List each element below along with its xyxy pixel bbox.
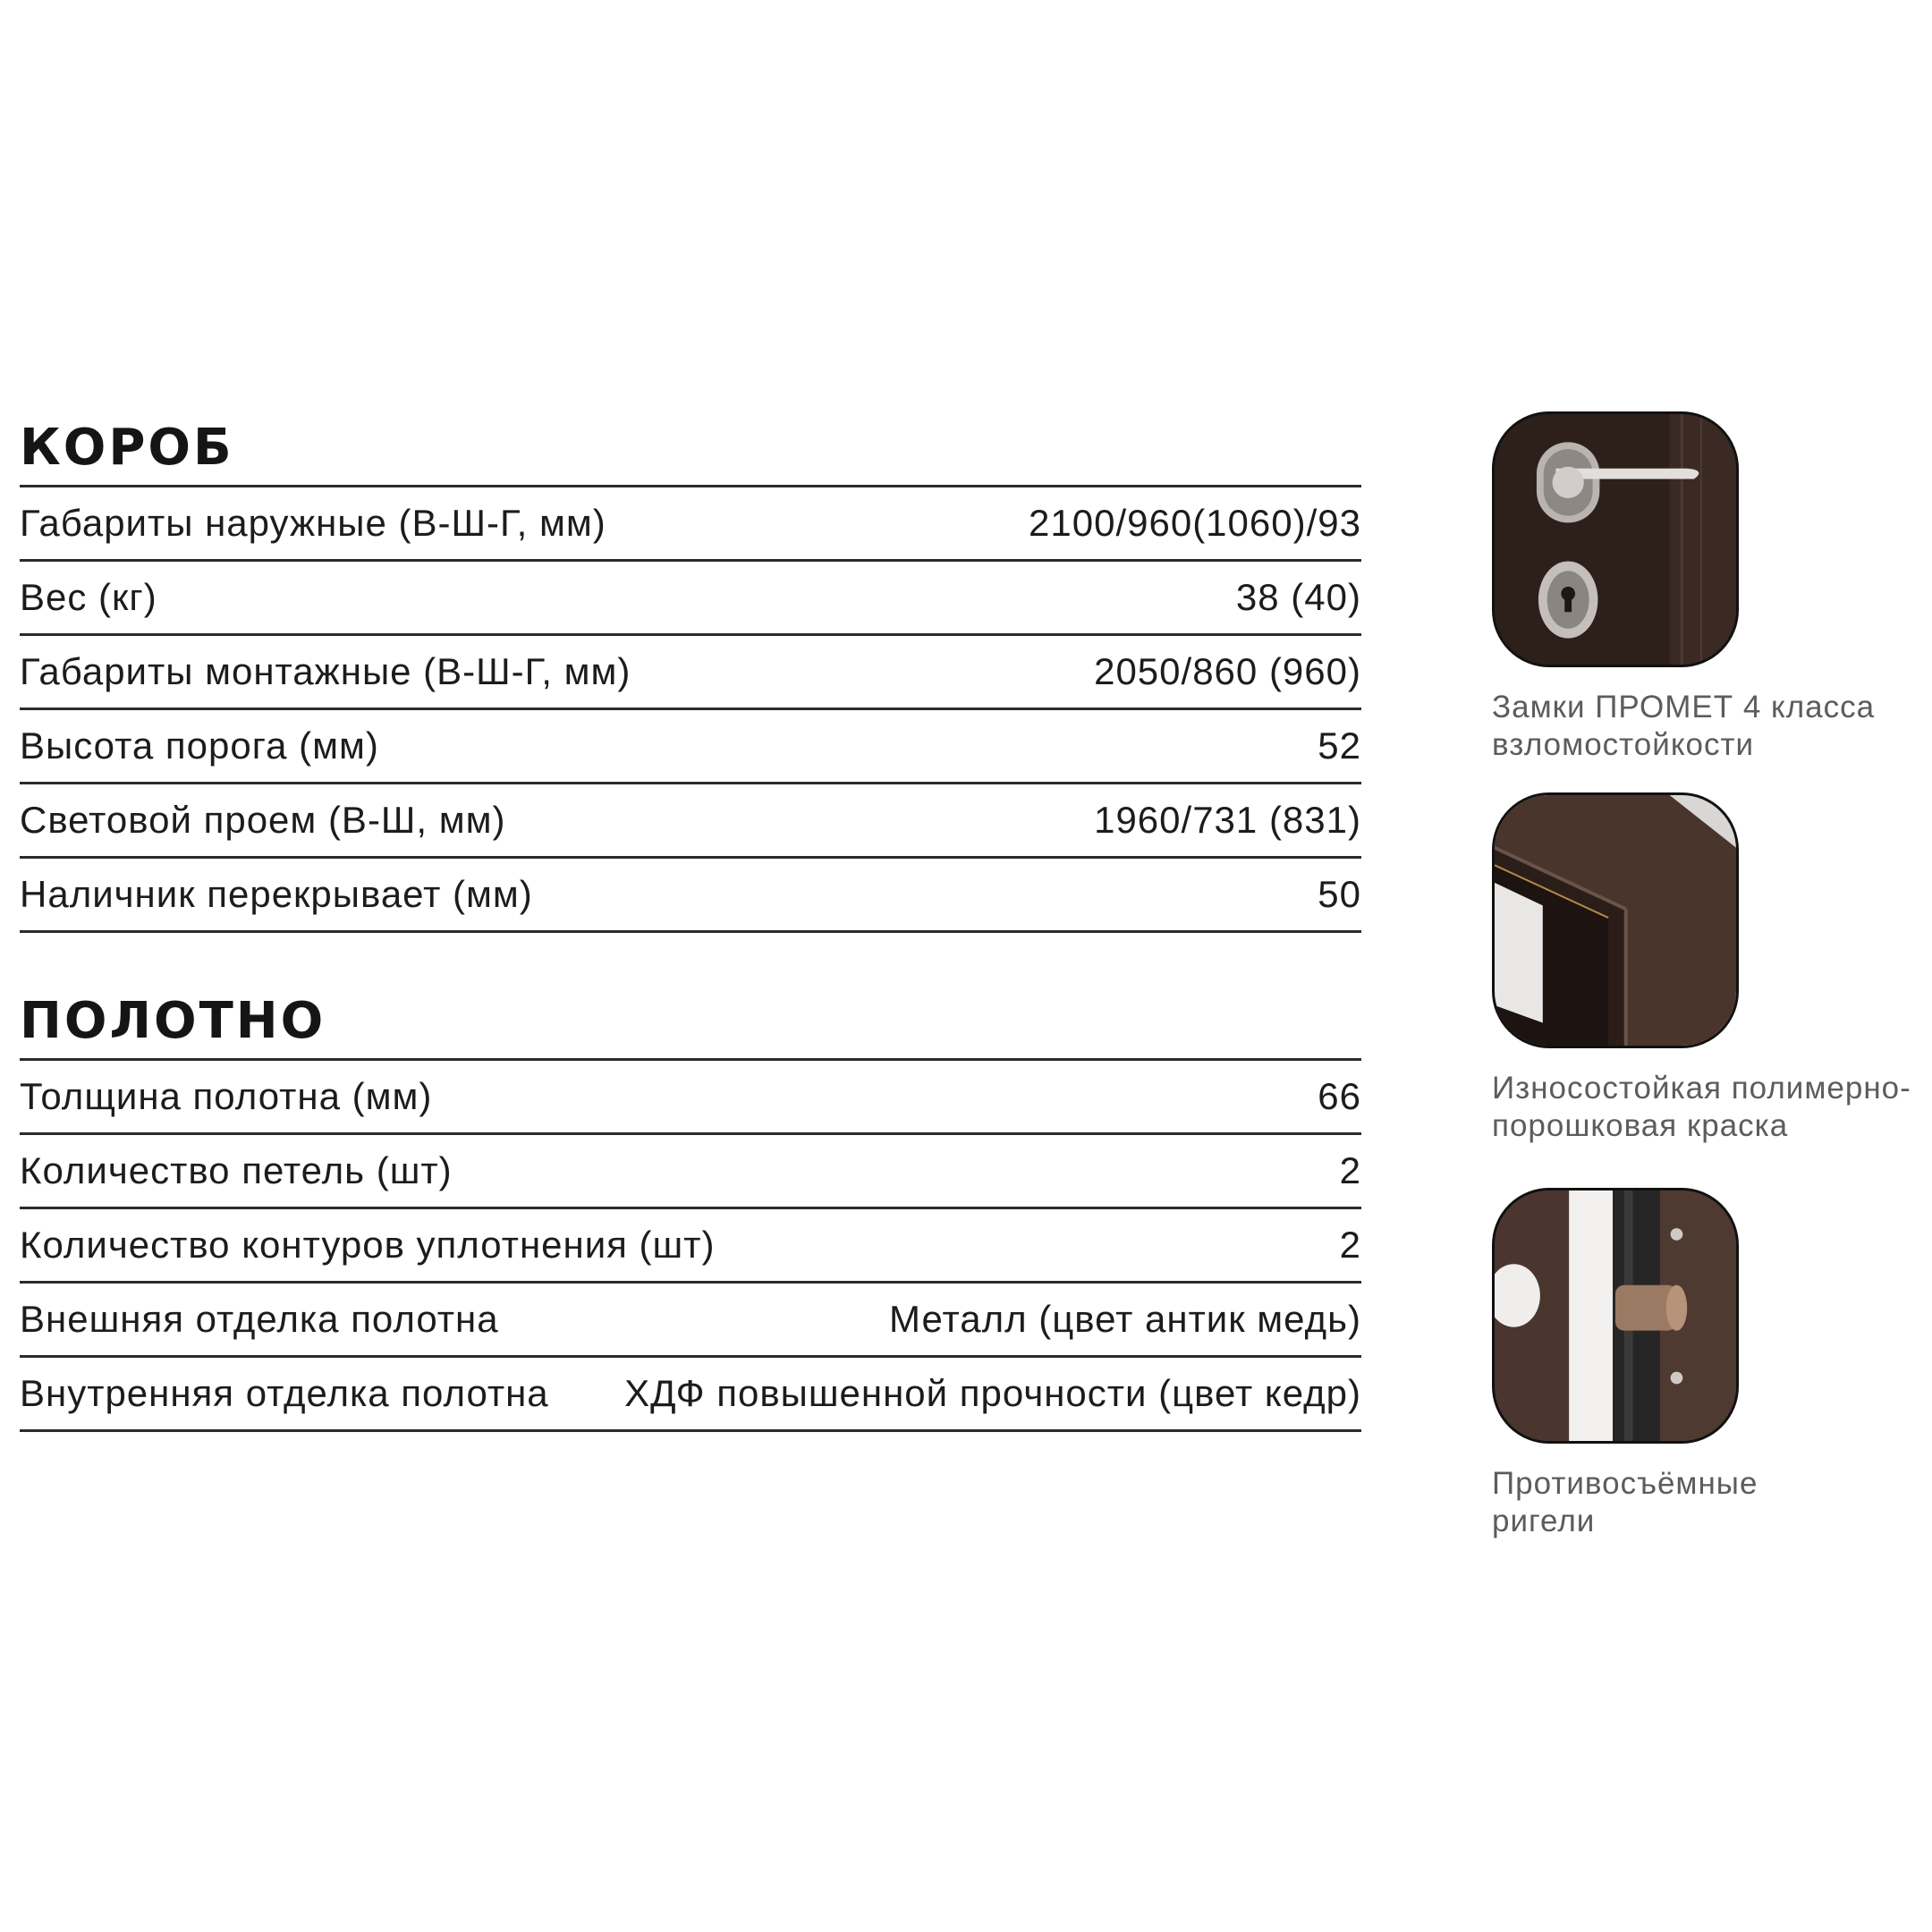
row-value: 2	[1339, 1224, 1361, 1266]
table-row	[20, 710, 1361, 784]
row-label: Внешняя отделка полотна	[20, 1298, 499, 1340]
caption-line: порошковая краска	[1492, 1108, 1789, 1143]
table-row	[20, 1061, 1361, 1135]
row-value: 66	[1318, 1075, 1361, 1117]
row-value: Металл (цвет антик медь)	[889, 1298, 1361, 1340]
table-row	[20, 859, 1361, 933]
row-value: 50	[1318, 873, 1361, 915]
row-label: Световой проем (В-Ш, мм)	[20, 799, 506, 841]
row-value: 52	[1318, 724, 1361, 767]
row-label: Габариты монтажные (В-Ш-Г, мм)	[20, 650, 631, 692]
korob-title: КОРОБ	[20, 419, 234, 477]
row-label: Количество контуров уплотнения (шт)	[20, 1224, 716, 1266]
table-row	[20, 784, 1361, 859]
row-label: Толщина полотна (мм)	[20, 1075, 433, 1117]
row-value: 38 (40)	[1235, 576, 1361, 618]
table-row	[20, 636, 1361, 710]
row-label: Высота порога (мм)	[20, 724, 379, 767]
table-row	[20, 1358, 1361, 1432]
feature-caption	[1492, 1465, 1932, 1540]
feature-bolts	[1492, 1188, 1932, 1540]
row-value: 1960/731 (831)	[1094, 799, 1361, 841]
feature-caption	[1492, 689, 1932, 764]
door-edge-paint-photo-icon	[1492, 792, 1739, 1048]
korob-table	[20, 485, 1361, 933]
table-row	[20, 1209, 1361, 1284]
caption-line: ригели	[1492, 1504, 1596, 1538]
caption-line: Противосъёмные	[1492, 1466, 1758, 1501]
row-label: Габариты наружные (В-Ш-Г, мм)	[20, 502, 606, 544]
row-value: 2050/860 (960)	[1094, 650, 1361, 692]
anti-removal-bolt-photo-icon	[1492, 1188, 1739, 1444]
row-label: Внутренняя отделка полотна	[20, 1372, 549, 1414]
feature-lock	[1492, 411, 1932, 764]
row-label: Количество петель (шт)	[20, 1149, 453, 1191]
table-row	[20, 1135, 1361, 1209]
table-row	[20, 562, 1361, 636]
feature-paint	[1492, 792, 1932, 1145]
specs-panel	[20, 411, 1361, 1432]
feature-caption	[1492, 1070, 1932, 1145]
row-value: ХДФ повышенной прочности (цвет кедр)	[624, 1372, 1361, 1414]
caption-line: Износостойкая полимерно-	[1492, 1071, 1911, 1106]
row-label: Наличник перекрывает (мм)	[20, 873, 533, 915]
row-value: 2100/960(1060)/93	[1029, 502, 1361, 544]
polotno-title: ПОЛОТНО	[20, 992, 326, 1050]
caption-line: Замки ПРОМЕТ 4 класса	[1492, 690, 1876, 724]
row-label: Вес (кг)	[20, 576, 157, 618]
table-row	[20, 1284, 1361, 1358]
polotno-table	[20, 1058, 1361, 1432]
door-lock-photo-icon	[1492, 411, 1739, 667]
table-row	[20, 487, 1361, 562]
row-value: 2	[1339, 1149, 1361, 1191]
caption-line: взломостойкости	[1492, 727, 1755, 762]
section-gap	[20, 933, 1361, 985]
